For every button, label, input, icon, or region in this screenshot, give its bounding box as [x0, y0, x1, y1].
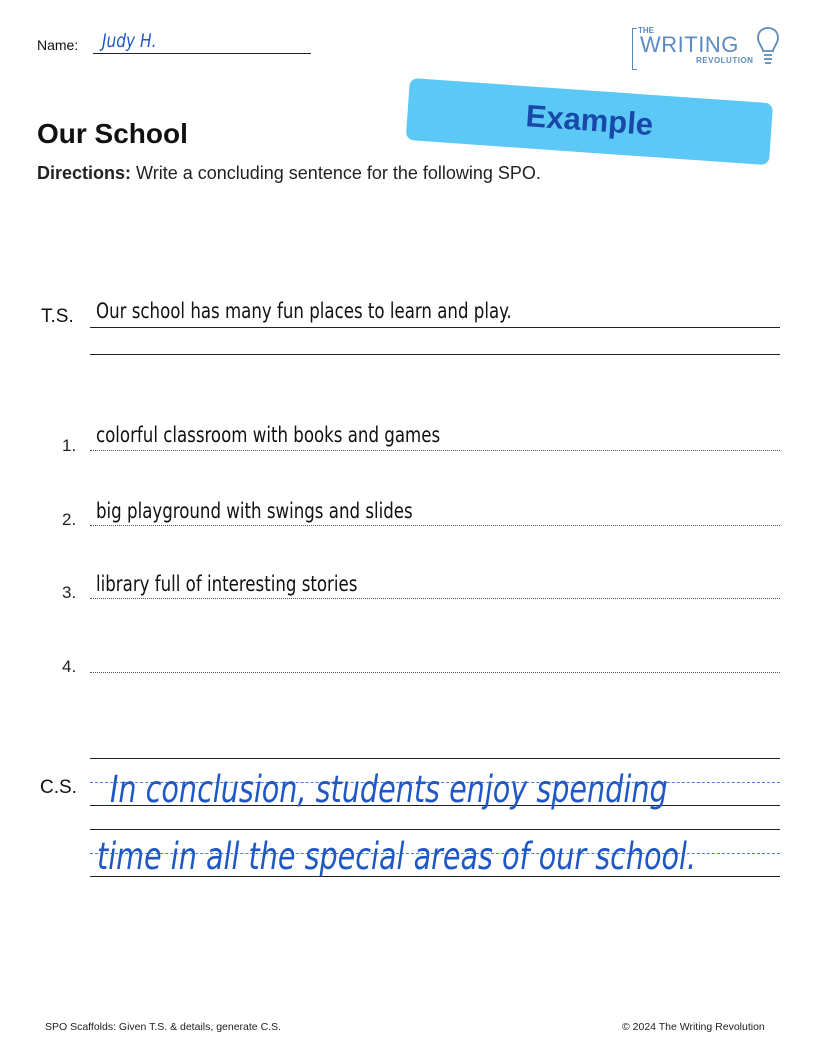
cs-line-top [90, 758, 780, 759]
name-value[interactable]: Judy H. [102, 30, 157, 52]
directions-text: Write a concluding sentence for the following SPO. [136, 163, 541, 183]
detail-text[interactable]: library full of interesting stories [96, 572, 358, 596]
detail-number: 1. [62, 436, 77, 455]
detail-line [90, 598, 780, 599]
logo-bracket [632, 28, 637, 70]
detail-line [90, 525, 780, 526]
ts-label: T.S. [41, 306, 74, 327]
footer-left: SPO Scaffolds: Given T.S. & details, generate C.S. [45, 1021, 281, 1033]
writing-revolution-logo [630, 26, 782, 74]
directions [37, 163, 541, 184]
logo-the: THE [638, 26, 654, 35]
detail-line [90, 672, 780, 673]
name-line [93, 53, 311, 54]
cs-line-top [90, 829, 780, 830]
detail-number: 2. [62, 510, 77, 529]
ts-line-1 [90, 327, 780, 328]
detail-number: 4. [62, 657, 77, 676]
directions-label: Directions: [37, 163, 132, 183]
example-badge [406, 78, 773, 165]
ts-line-2 [90, 354, 780, 355]
logo-revolution: REVOLUTION [696, 56, 754, 65]
page-title: Our School [37, 118, 188, 149]
cs-text-line-2[interactable]: time in all the special areas of our school. [97, 835, 697, 878]
lightbulb-icon [756, 26, 780, 68]
example-badge-text: Example [524, 98, 655, 143]
cs-label: C.S. [40, 777, 77, 798]
cs-text-line-1[interactable]: In conclusion, students enjoy spending [110, 768, 668, 811]
footer-right: © 2024 The Writing Revolution [622, 1021, 765, 1033]
detail-text[interactable]: colorful classroom with books and games [96, 423, 441, 447]
detail-text[interactable]: big playground with swings and slides [96, 499, 413, 523]
logo-writing: WRITING [640, 32, 739, 57]
detail-line [90, 450, 780, 451]
ts-text[interactable]: Our school has many fun places to learn and play. [96, 299, 512, 323]
detail-number: 3. [62, 583, 77, 602]
name-label: Name: [37, 37, 79, 53]
